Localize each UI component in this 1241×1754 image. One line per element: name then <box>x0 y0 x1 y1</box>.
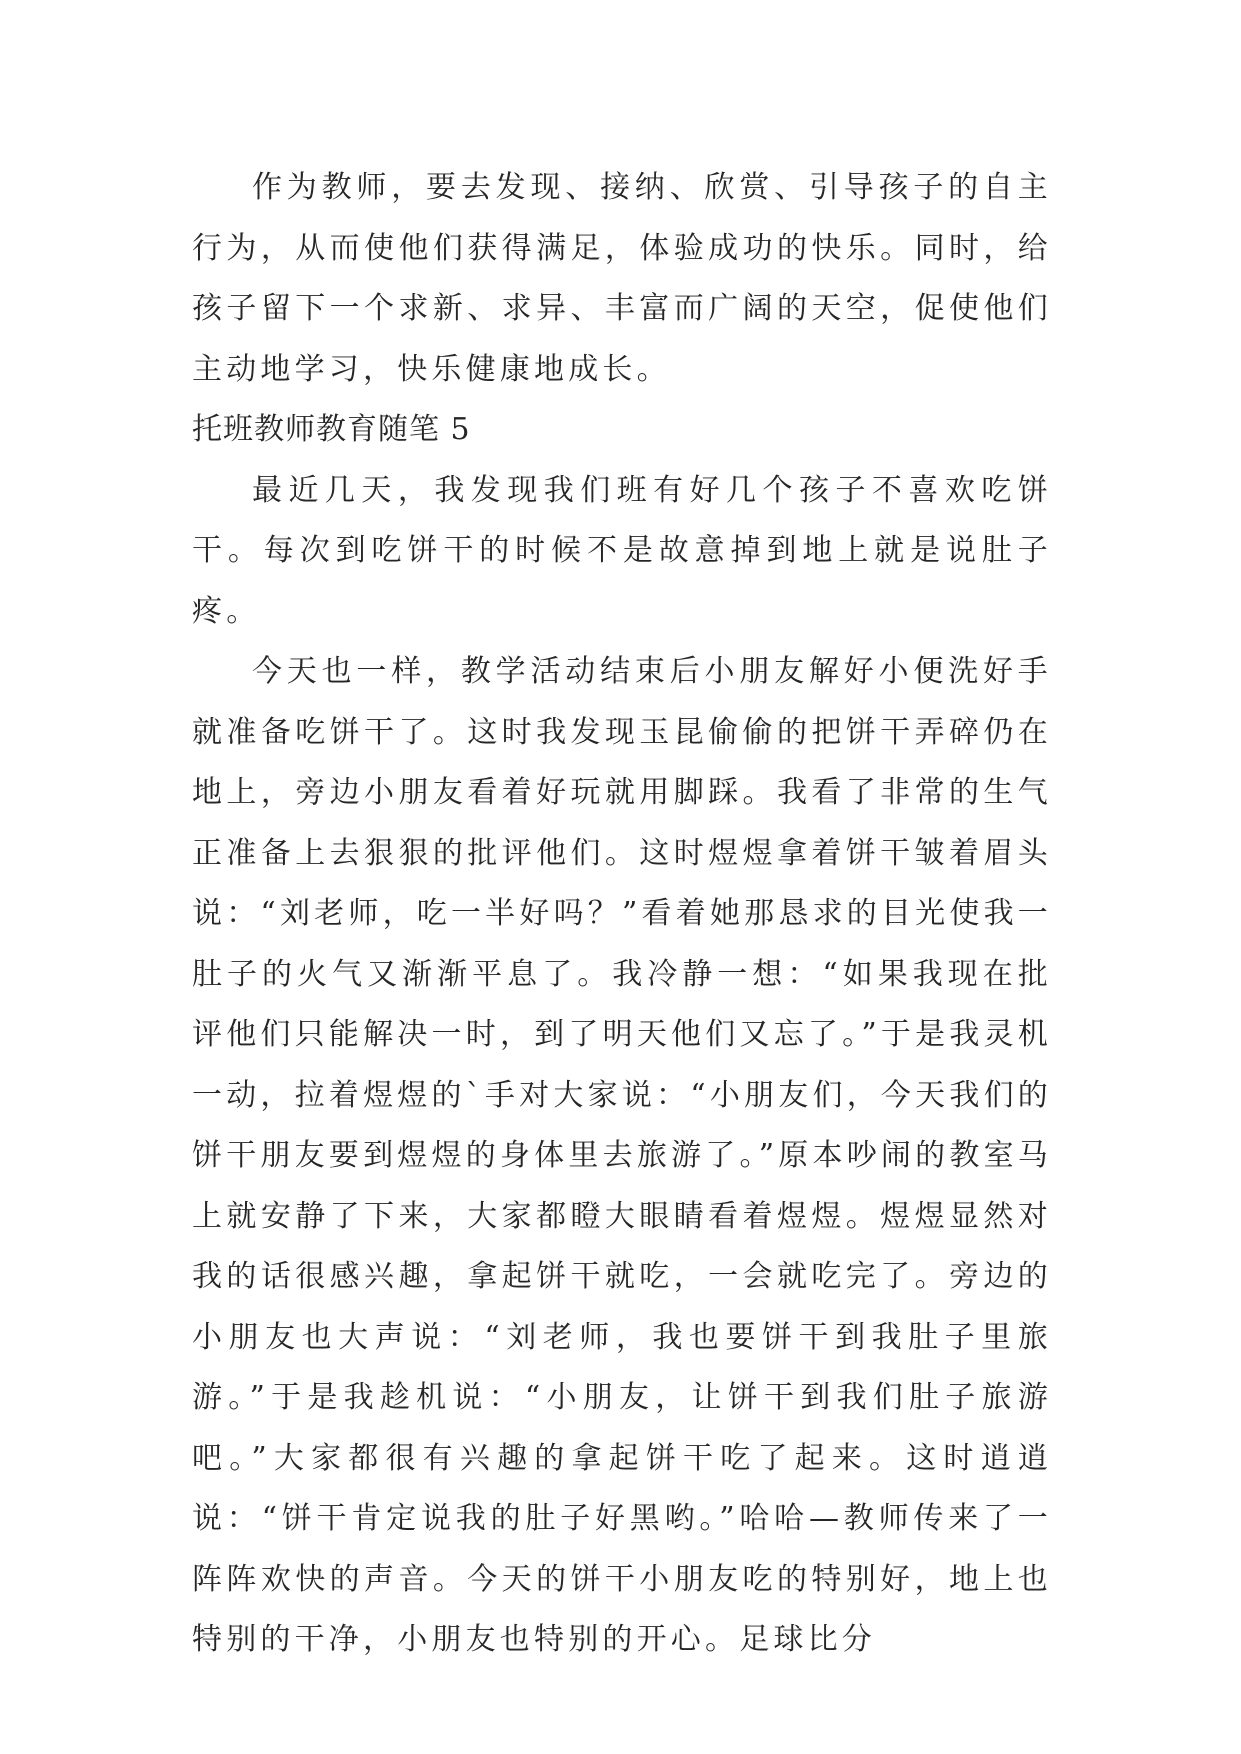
paragraph-3: 今天也一样，教学活动结束后小朋友解好小便洗好手就准备吃饼干了。这时我发现玉昆偷偷的把饼干弄碎仍在地上，旁边小朋友看着好玩就用脚踩。我看了非常的生气正准备上去狠狠的批评他们。这时煜煜拿着饼干皱着眉头说：“刘老师，吃一半好吗？”看着她那恳求的目光使我一肚子的火气又渐渐平息了。我冷静一想：“如果我现在批评他们只能解决一时，到了明天他们又忘了。”于是我灵机一动，拉着煜煜的`手对大家说：“小朋友们，今天我们的饼干朋友要到煜煜的身体里去旅游了。”原本吵闹的教室马上就安静了下来，大家都瞪大眼睛看着煜煜。煜煜显然对我的话很感兴趣，拿起饼干就吃，一会就吃完了。旁边的小朋友也大声说：“刘老师，我也要饼干到我肚子里旅游。”于是我趁机说：“小朋友，让饼干到我们肚子旅游吧。”大家都很有兴趣的拿起饼干吃了起来。这时逍逍说：“饼干肯定说我的肚子好黑哟。”哈哈—教师传来了一阵阵欢快的声音。今天的饼干小朋友吃的特别好，地上也特别的干净，小朋友也特别的开心。足球比分 <box>192 654 1052 1657</box>
section-heading: 托班教师教育随笔 5 <box>192 412 471 447</box>
document-body <box>192 158 1052 1671</box>
paragraph-1: 作为教师，要去发现、接纳、欣赏、引导孩子的自主行为，从而使他们获得满足，体验成功的快乐。同时，给孩子留下一个求新、求异、丰富而广阔的天空，促使他们主动地学习，快乐健康地成长。 <box>192 170 1052 387</box>
paragraph-2: 最近几天，我发现我们班有好几个孩子不喜欢吃饼干。每次到吃饼干的时候不是故意掉到地上就是说肚子疼。 <box>192 472 1052 629</box>
